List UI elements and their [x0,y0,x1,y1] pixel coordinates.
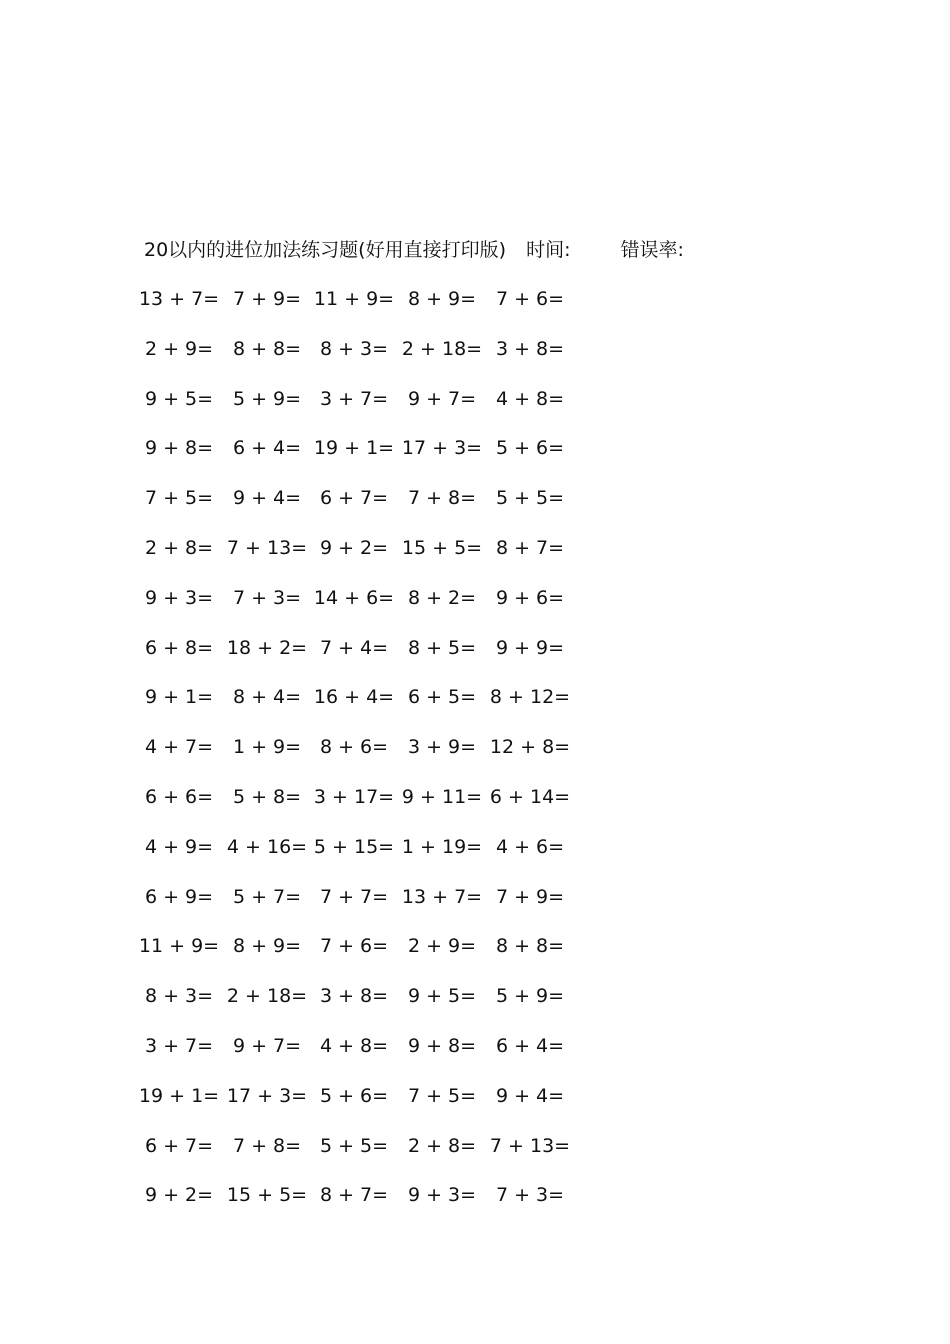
problem-item: 3 + 9= [407,736,477,759]
problem-item: 6 + 4= [495,1034,565,1057]
problem-item: 15 + 5= [401,536,483,559]
problem-item: 6 + 14= [489,785,571,808]
problem-item: 9 + 4= [232,487,302,510]
problem-item: 7 + 13= [489,1134,571,1157]
problem-item: 7 + 4= [319,636,389,659]
problem-row [144,532,604,582]
problem-item: 4 + 8= [495,387,565,410]
problem-item: 8 + 7= [495,536,565,559]
problem-row [138,1080,604,1130]
problem-item: 3 + 8= [319,985,389,1008]
problem-item: 5 + 9= [232,387,302,410]
problem-item: 2 + 18= [401,337,483,360]
problem-row [144,582,604,632]
worksheet-title: 20以内的进位加法练习题(好用直接打印版) [144,239,507,261]
problem-item: 7 + 5= [407,1084,477,1107]
problem-item: 5 + 9= [495,985,565,1008]
problem-item: 2 + 18= [226,985,308,1008]
problem-item: 9 + 7= [232,1034,302,1057]
problem-row [144,881,604,931]
problem-item: 8 + 12= [489,686,571,709]
problem-item: 9 + 4= [495,1084,565,1107]
problem-row [144,383,604,433]
problem-item: 7 + 9= [495,885,565,908]
problem-item: 11 + 9= [138,935,220,958]
problem-item: 17 + 3= [401,437,483,460]
problem-grid [138,283,604,1229]
problem-item: 8 + 3= [144,985,214,1008]
problem-item: 5 + 5= [319,1134,389,1157]
problem-row [144,1030,604,1080]
problem-item: 2 + 8= [144,536,214,559]
problem-item: 8 + 4= [232,686,302,709]
problem-item: 8 + 8= [232,337,302,360]
problem-item: 3 + 7= [319,387,389,410]
problem-item: 9 + 2= [319,536,389,559]
problem-item: 6 + 8= [144,636,214,659]
problem-item: 9 + 2= [144,1184,214,1207]
problem-item: 9 + 8= [407,1034,477,1057]
problem-item: 7 + 7= [319,885,389,908]
time-label: 时间: [526,239,571,261]
problem-item: 9 + 7= [407,387,477,410]
problem-item: 4 + 8= [319,1034,389,1057]
problem-item: 11 + 9= [313,288,395,310]
problem-row [144,432,604,482]
problem-item: 7 + 8= [407,487,477,510]
problem-item: 17 + 3= [226,1084,308,1107]
problem-item: 7 + 13= [226,536,308,559]
problem-row [144,681,604,731]
problem-row [144,333,604,383]
problem-item: 4 + 6= [495,835,565,858]
problem-item: 6 + 6= [144,785,214,808]
problem-item: 6 + 7= [144,1134,214,1157]
error-rate-label: 错误率: [620,239,684,261]
problem-row [144,980,604,1030]
problem-item: 14 + 6= [313,586,395,609]
problem-item: 7 + 9= [232,288,302,310]
problem-item: 5 + 8= [232,785,302,808]
problem-item: 8 + 5= [407,636,477,659]
problem-item: 8 + 9= [232,935,302,958]
problem-row [138,930,604,980]
problem-row [144,731,604,781]
problem-item: 2 + 9= [144,337,214,360]
problem-item: 9 + 6= [495,586,565,609]
problem-item: 7 + 3= [495,1184,565,1207]
problem-item: 19 + 1= [138,1084,220,1107]
worksheet-header [144,234,684,266]
problem-item: 9 + 3= [144,586,214,609]
problem-row [144,781,604,831]
problem-item: 4 + 7= [144,736,214,759]
problem-item: 8 + 6= [319,736,389,759]
problem-item: 6 + 5= [407,686,477,709]
problem-item: 7 + 6= [495,288,565,310]
problem-item: 6 + 9= [144,885,214,908]
problem-item: 5 + 6= [495,437,565,460]
problem-item: 7 + 8= [232,1134,302,1157]
problem-item: 9 + 11= [401,785,483,808]
problem-item: 3 + 17= [313,785,395,808]
problem-item: 9 + 5= [407,985,477,1008]
problem-item: 7 + 5= [144,487,214,510]
problem-item: 9 + 9= [495,636,565,659]
problem-item: 8 + 8= [495,935,565,958]
problem-item: 19 + 1= [313,437,395,460]
problem-item: 5 + 15= [313,835,395,858]
problem-item: 3 + 8= [495,337,565,360]
problem-item: 2 + 9= [407,935,477,958]
problem-item: 12 + 8= [489,736,571,759]
problem-item: 6 + 7= [319,487,389,510]
problem-item: 9 + 1= [144,686,214,709]
problem-item: 8 + 9= [407,288,477,310]
problem-item: 8 + 7= [319,1184,389,1207]
problem-item: 13 + 7= [401,885,483,908]
problem-row [144,632,604,682]
problem-item: 5 + 5= [495,487,565,510]
problem-item: 1 + 9= [232,736,302,759]
problem-item: 4 + 16= [226,835,308,858]
problem-item: 5 + 6= [319,1084,389,1107]
problem-item: 7 + 3= [232,586,302,609]
problem-row [144,1179,604,1229]
problem-item: 9 + 5= [144,387,214,410]
problem-item: 8 + 3= [319,337,389,360]
problem-item: 2 + 8= [407,1134,477,1157]
problem-item: 5 + 7= [232,885,302,908]
problem-item: 13 + 7= [138,288,220,310]
problem-row [144,1130,604,1180]
problem-row [138,283,604,333]
problem-row [144,831,604,881]
problem-item: 6 + 4= [232,437,302,460]
problem-item: 9 + 8= [144,437,214,460]
problem-item: 7 + 6= [319,935,389,958]
problem-item: 16 + 4= [313,686,395,709]
problem-item: 4 + 9= [144,835,214,858]
problem-item: 15 + 5= [226,1184,308,1207]
problem-item: 8 + 2= [407,586,477,609]
problem-item: 3 + 7= [144,1034,214,1057]
problem-item: 1 + 19= [401,835,483,858]
problem-item: 9 + 3= [407,1184,477,1207]
problem-item: 18 + 2= [226,636,308,659]
problem-row [144,482,604,532]
